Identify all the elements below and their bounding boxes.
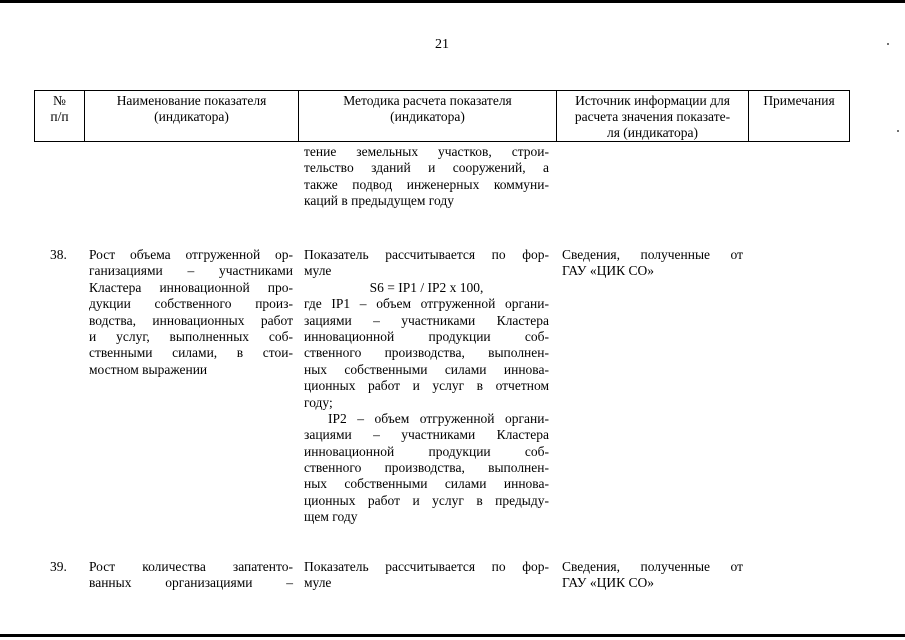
text-line: Сведения, полученные от <box>562 559 743 574</box>
text-line: Рост объема отгруженной ор- <box>89 247 293 262</box>
page-number: 21 <box>435 37 449 52</box>
indicator-name-cell <box>89 559 293 592</box>
header-col-method <box>298 90 556 142</box>
text-line: водства, инновационных работ <box>89 312 293 328</box>
header-col-notes <box>748 90 850 142</box>
header-text: Источник информации для <box>575 93 730 108</box>
header-text: (индикатора) <box>390 109 465 124</box>
header-text: Наименование показателя <box>116 93 267 108</box>
text-line: ГАУ «ЦИК СО» <box>562 575 654 591</box>
text-line: Рост количества запатенто- <box>89 559 293 574</box>
indicator-name-cell <box>89 247 293 378</box>
text-line: ционных работ и услуг в предыду- <box>304 492 549 508</box>
text-line: каций в предыдущем году <box>304 193 454 209</box>
text-line: Сведения, полученные от <box>562 247 743 262</box>
source-cell <box>562 247 743 280</box>
formula-line: S6 = IP1 / IP2 x 100, <box>369 279 484 295</box>
continuation-method-cell <box>304 144 549 210</box>
text-line: ственного производства, выполнен- <box>304 460 549 476</box>
header-text: № <box>53 93 66 108</box>
header-col-source <box>556 90 748 142</box>
header-col-name <box>84 90 298 142</box>
text-line: ных собственными силами иннова- <box>304 361 549 377</box>
text-line: муле <box>304 575 332 591</box>
text-line: ганизациями – участниками <box>89 263 293 279</box>
text-line: Кластера инновационной про- <box>89 279 293 295</box>
header-text: ля (индикатора) <box>606 125 699 140</box>
scan-speck <box>887 43 889 45</box>
text-line: зациями – участниками Кластера <box>304 427 549 443</box>
bottom-border-line <box>0 634 905 637</box>
text-line: ных собственными силами иннова- <box>304 476 549 492</box>
text-line: также подвод инженерных коммуни- <box>304 176 549 192</box>
text-line: ванных организациями – <box>89 575 293 591</box>
text-line: инновационной продукции соб- <box>304 443 549 459</box>
row-number: 39. <box>50 559 67 574</box>
text-line: муле <box>304 263 332 279</box>
text-line: щем году <box>304 509 358 525</box>
text-line: дукции собственного произ- <box>89 296 293 312</box>
header-text: расчета значения показате- <box>574 109 731 124</box>
header-text: Примечания <box>763 93 835 108</box>
text-line: ционных работ и услуг в отчетном <box>304 378 549 394</box>
text-line: ственными силами, в стои- <box>89 345 293 361</box>
text-line: ГАУ «ЦИК СО» <box>562 263 654 279</box>
text-line: году; <box>304 394 333 410</box>
text-line: ственного производства, выполнен- <box>304 345 549 361</box>
header-text: (индикатора) <box>154 109 229 124</box>
text-line: IP2 – объем отгруженной органи- <box>328 410 549 426</box>
text-line: и услуг, выполненных соб- <box>89 328 293 344</box>
text-line: тение земельных участков, строи- <box>304 144 549 159</box>
header-text: п/п <box>50 109 69 124</box>
header-text: Методика расчета показателя <box>343 93 512 108</box>
text-line: тельство зданий и сооружений, а <box>304 160 549 176</box>
text-line: Показатель рассчитывается по фор- <box>304 559 549 574</box>
text-line: мостном выражении <box>89 361 208 377</box>
text-line: зациями – участниками Кластера <box>304 312 549 328</box>
text-line: где IP1 – объем отгруженной органи- <box>304 296 549 312</box>
row-number: 38. <box>50 247 67 262</box>
text-line: инновационной продукции соб- <box>304 328 549 344</box>
top-border-line <box>0 0 905 3</box>
header-col-number <box>34 90 84 142</box>
text-line: Показатель рассчитывается по фор- <box>304 247 549 262</box>
source-cell <box>562 559 743 592</box>
scan-speck <box>897 130 899 132</box>
method-cell <box>304 559 549 592</box>
method-cell <box>304 247 549 526</box>
